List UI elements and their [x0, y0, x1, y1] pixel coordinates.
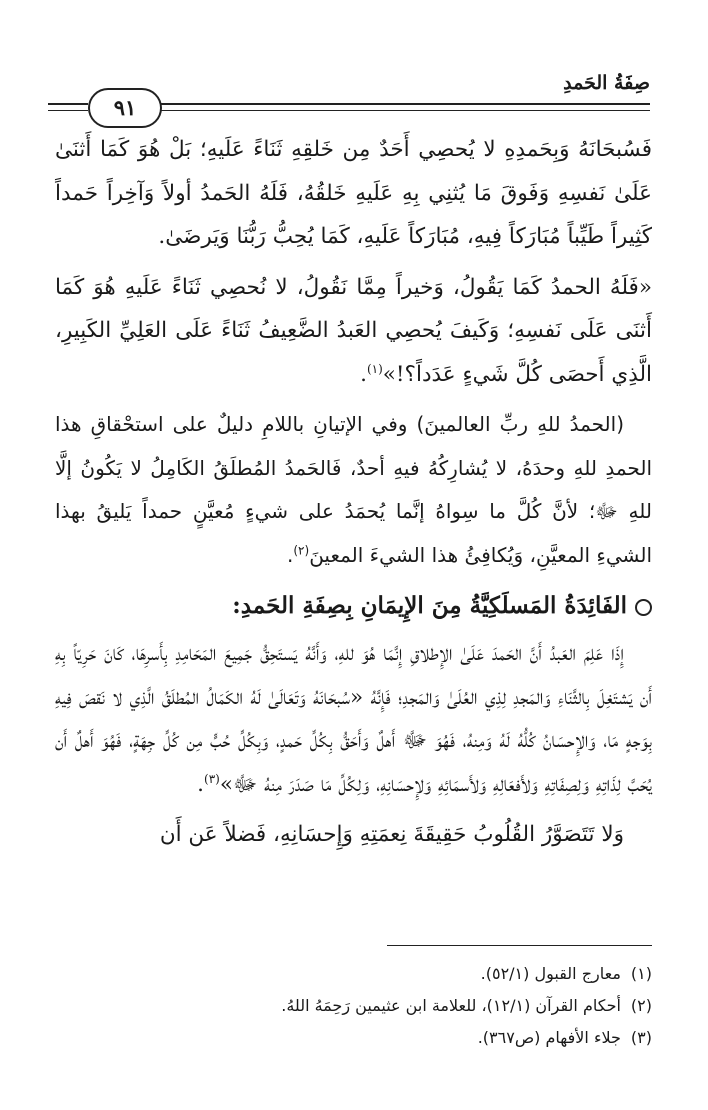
footnote-text: معارج القبول (٥٢/١). — [480, 964, 621, 983]
paragraph-2 — [55, 266, 652, 397]
page-body — [55, 128, 652, 864]
section-heading — [55, 584, 652, 628]
footnote-ref-3: (٣) — [204, 771, 220, 786]
footnote-text: أحكام القرآن (١٢/١)، للعلامة ابن عثيمين رَحِمَهُ اللهُ. — [281, 996, 621, 1015]
footnote-number: (١) — [630, 964, 652, 983]
footnote-number: (٢) — [630, 996, 652, 1015]
footnote-2 — [56, 990, 652, 1022]
footnote-1 — [56, 958, 652, 990]
paragraph-5: وَلا تَتَصَوَّرُ القُلُوبُ حَقِيقَةَ نِعمَتِهِ وَإِحسَانِهِ، فَضلاً عَن أَن — [159, 822, 624, 847]
paragraph-4-text: إِذَا عَلِمَ العَبدُ أَنَّ الحَمدَ عَلَىٰ الإِطلاقِ إِنَّمَا هُوَ للهِ، وَأَنَّهُ يَستَحِقُّ جَمِيعَ المَحَامِدِ بِأَسرِهَا، كَانَ حَرِيّاً بِهِ أَن يَشتَغِلَ بِالثَّنَاءِ وَالمَجدِ لِذِي العُلَىٰ وَالمَجدِ؛ فَإِنَّهُ «سُبحَانَهُ وَتَعَالَىٰ لَهُ الكَمَالُ المُطلَقُ الَّذِي لا نَقصَ فِيهِ بِوَجهٍ مَا، وَالإِحسَانُ كُلُّهُ لَهُ وَمِنهُ، فَهُوَ ﷻ أَهلٌ وَأَحَقُّ بِكُلِّ حَمدٍ، وَبِكُلِّ حُبٍّ مِن كُلِّ جِهَةٍ، فَهُوَ أَهلٌ أَن يُحَبَّ لِذَاتِهِ وَلِصِفَاتِهِ وَلأَفعَالِهِ وَلأَسمَائِهِ وَلإِحسَانِهِ، وَلِكُلِّ مَا صَدَرَ مِنهُ ﷻ» — [55, 641, 652, 797]
footnote-ref-1: (١) — [366, 361, 383, 376]
section-heading-text: الفَائِدَةُ المَسلَكِيَّةُ مِنَ الإِيمَانِ بِصِفَةِ الحَمدِ: — [232, 592, 627, 619]
footnote-3 — [56, 1022, 652, 1054]
circle-bullet-icon — [635, 599, 652, 616]
paragraph-2-text: «فَلَهُ الحمدُ كَمَا يَقُولُ، وَخيراً مِمَّا نَقُولُ، لا نُحصِي ثَنَاءً عَلَيهِ هُوَ كَمَا أَثنَى عَلَى نَفسِهِ؛ وَكَيفَ يُحصِي العَبدُ الضَّعِيفُ ثَنَاءً عَلَى العَلِيِّ الكَبِيرِ، الَّذِي أَحصَى كُلَّ شَيءٍ عَدَداً؟!» — [55, 274, 652, 387]
footnote-number: (٣) — [630, 1028, 652, 1047]
paragraph-1: فَسُبحَانَهُ وَبِحَمدِهِ لا يُحصِي أَحَدٌ مِن خَلقِهِ ثَنَاءً عَلَيهِ؛ بَلْ هُوَ كَمَا أَثنَىٰ عَلَىٰ نَفسِهِ وَفَوقَ مَا يُثنِي بِهِ عَلَيهِ خَلقُهُ، فَلَهُ الحَمدُ أولاً وَآخِراً حَمداً كَثِيراً طَيِّباً مُبَارَكاً فِيهِ، مُبَارَكاً عَلَيهِ، كَمَا يُحِبُّ رَبُّنَا وَيَرضَىٰ. — [55, 137, 652, 249]
paragraph-3-end: . — [287, 542, 294, 567]
paragraph-2-end: . — [360, 361, 367, 387]
paragraph-4 — [55, 632, 652, 806]
header-rule-right — [158, 103, 650, 105]
running-title: صِفَةُ الحَمدِ — [563, 72, 650, 94]
footnote-ref-2: (٢) — [293, 542, 310, 557]
footnote-text: جلاء الأفهام (ص٣٦٧). — [477, 1028, 621, 1047]
paragraph-3-text: (الحمدُ للهِ ربِّ العالمينَ) وفي الإتيانِ باللامِ دليلٌ على استحْقاقِ هذا الحمدِ للهِ وحدَهُ، لا يُشارِكُهُ فيهِ أحدٌ، فَالحَمدُ المُطلَقُ الكَامِلُ لا يَكُونُ إلَّا للهِ ﷻ؛ لأنَّ كُلَّ ما سِواهُ إنَّما يُحمَدُ على شيءٍ مُعيَّنٍ حمداً يَليقُ بهذا الشيءِ المعيَّنِ، وَيُكافِئُ هذا الشيءَ المعينَ — [55, 412, 652, 567]
paragraph-4-end: . — [197, 771, 204, 797]
page-number: ٩١ — [88, 88, 162, 128]
paragraph-3 — [55, 403, 652, 577]
header-rule-right-thin — [158, 110, 650, 111]
footnote-separator — [387, 945, 652, 946]
header-rule-left — [48, 103, 88, 105]
footnotes — [56, 958, 652, 1054]
header-rule-left-thin — [48, 110, 88, 111]
